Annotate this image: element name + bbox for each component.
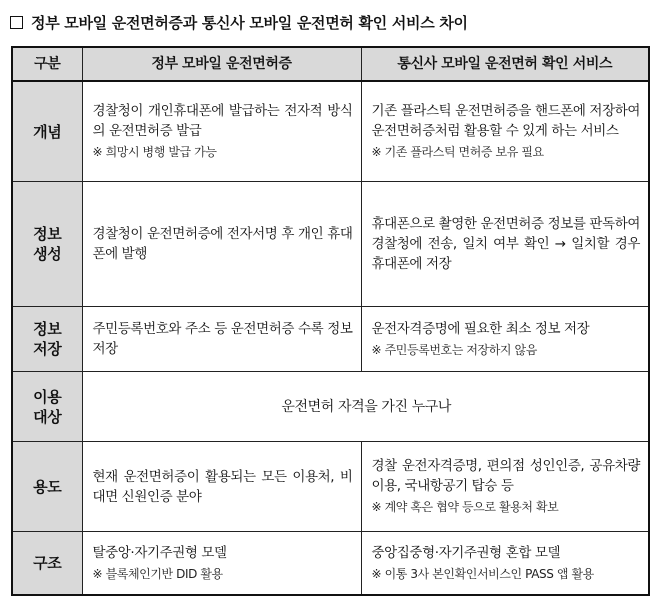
table-row xyxy=(12,306,649,372)
row-label: 용도 xyxy=(12,442,82,532)
row-label: 정보 생성 xyxy=(12,182,82,307)
table-row xyxy=(12,442,649,532)
merged-cell: 운전면허 자격을 가진 누구나 xyxy=(82,372,649,442)
header-gov: 정부 모바일 운전면허증 xyxy=(82,47,361,81)
title-text: 정부 모바일 운전면허증과 통신사 모바일 운전면허 확인 서비스 차이 xyxy=(31,13,468,32)
checkbox-square-icon xyxy=(10,16,23,29)
telecom-note: ※ 계약 혹은 협약 등으로 활용처 확보 xyxy=(371,500,559,515)
gov-note: ※ 블록체인기반 DID 활용 xyxy=(92,566,223,581)
row-label: 구조 xyxy=(12,532,82,595)
gov-cell: 경찰청이 운전면허증에 전자서명 후 개인 휴대폰에 발행 xyxy=(82,182,361,307)
header-row xyxy=(12,47,649,81)
row-label: 이용 대상 xyxy=(12,372,82,442)
telecom-cell: 기존 플라스틱 운전면허증을 핸드폰에 저장하여 운전면허증처럼 활용할 수 있게 하는 서비스 ※ 기존 플라스틱 면허증 보유 필요 xyxy=(361,81,649,182)
telecom-cell: 운전자격증명에 필요한 최소 정보 저장 ※ 주민등록번호는 저장하지 않음 xyxy=(361,306,649,372)
gov-cell: 경찰청이 개인휴대폰에 발급하는 전자적 방식의 운전면허증 발급 ※ 희망시 병행 발급 가능 xyxy=(82,81,361,182)
telecom-note: ※ 기존 플라스틱 면허증 보유 필요 xyxy=(371,145,544,160)
gov-cell: 주민등록번호와 주소 등 운전면허증 수록 정보 저장 xyxy=(82,306,361,372)
header-telecom: 통신사 모바일 운전면허 확인 서비스 xyxy=(361,47,649,81)
comparison-table xyxy=(11,46,650,596)
document-title xyxy=(10,8,468,36)
telecom-note: ※ 주민등록번호는 저장하지 않음 xyxy=(371,342,537,357)
telecom-cell: 경찰 운전자격증명, 편의점 성인인증, 공유차량이용, 국내항공기 탑승 등 ※ 계약 혹은 협약 등으로 활용처 확보 xyxy=(361,442,649,532)
table-row xyxy=(12,372,649,442)
header-category: 구분 xyxy=(12,47,82,81)
gov-cell: 현재 운전면허증이 활용되는 모든 이용처, 비대면 신원인증 분야 xyxy=(82,442,361,532)
telecom-note: ※ 이통 3사 본인확인서비스인 PASS 앱 활용 xyxy=(371,566,594,581)
telecom-cell: 중앙집중형·자기주권형 혼합 모델 ※ 이통 3사 본인확인서비스인 PASS 앱 활용 xyxy=(361,532,649,595)
table-row xyxy=(12,532,649,595)
gov-note: ※ 희망시 병행 발급 가능 xyxy=(92,145,217,160)
table-row xyxy=(12,81,649,182)
gov-cell: 탈중앙·자기주권형 모델 ※ 블록체인기반 DID 활용 xyxy=(82,532,361,595)
row-label: 개념 xyxy=(12,81,82,182)
table-row xyxy=(12,182,649,307)
row-label: 정보 저장 xyxy=(12,306,82,372)
telecom-cell: 휴대폰으로 촬영한 운전면허증 정보를 판독하여 경찰청에 전송, 일치 여부 확인 → 일치할 경우 휴대폰에 저장 xyxy=(361,182,649,307)
